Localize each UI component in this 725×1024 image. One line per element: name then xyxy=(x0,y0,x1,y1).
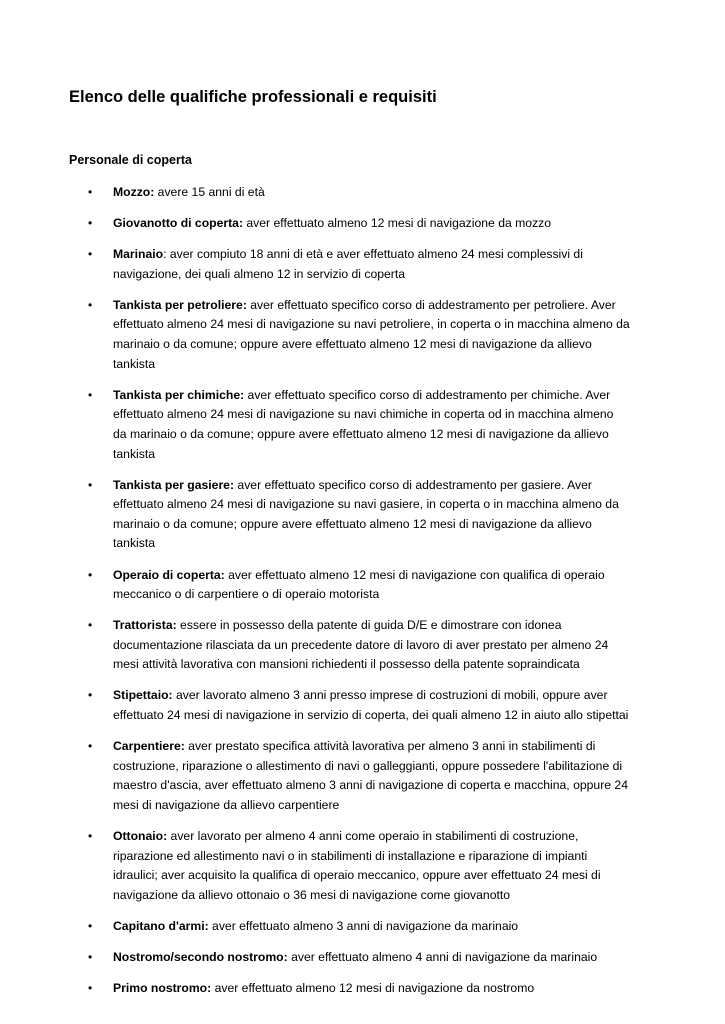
qualification-name: Giovanotto di coperta: xyxy=(113,216,244,231)
qualification-requirement: aver effettuato specifico corso di addestramento per chimiche. Aver effettuato almeno 24 mesi di navigazione su navi chimiche in coperta od in macchina almeno da marinaio o da comune; oppure avere effettuato almeno 12 mesi di navigazione da allievo tankista xyxy=(113,387,614,461)
list-item xyxy=(0,566,725,605)
qualification-name: Trattorista: xyxy=(113,618,177,633)
bullet-icon: • xyxy=(88,216,93,231)
qualification-requirement: aver effettuato almeno 12 mesi di navigazione con qualifica di operaio meccanico o di carpentiere o di operaio motorista xyxy=(113,567,605,602)
list-item xyxy=(0,948,725,968)
qualification-requirement: : aver compiuto 18 anni di età e aver effettuato almeno 24 mesi complessivi di navigazione, dei quali almeno 12 in servizio di coperta xyxy=(113,247,583,281)
bullet-icon: • xyxy=(88,739,93,754)
qualification-name: Marinaio xyxy=(113,247,164,262)
qualification-name: Ottonaio: xyxy=(113,829,168,844)
bullet-icon: • xyxy=(88,185,93,199)
bullet-icon: • xyxy=(88,950,93,964)
qualification-requirement: avere 15 anni di età xyxy=(154,185,265,199)
qualification-name: Carpentiere: xyxy=(113,739,185,754)
list-item xyxy=(0,686,725,725)
qualification-requirement: aver effettuato almeno 3 anni di navigazione da marinaio xyxy=(208,918,519,933)
list-item xyxy=(0,245,725,284)
list-item xyxy=(0,183,725,203)
bullet-icon: • xyxy=(88,477,93,492)
qualification-name: Operaio di coperta: xyxy=(113,567,225,582)
qualification-name: Tankista per petroliere: xyxy=(113,297,247,312)
qualification-requirement: aver prestato specifica attività lavorativa per almeno 3 anni in stabilimenti di costruzione, riparazione o allestimento di navi o galleggianti, oppure possedere l'abilitazione di maestro d'ascia, aver effettuato almeno 3 anni di navigazione di coperta e macchina, oppure 24 mesi di navigazione da allievo carpentiere xyxy=(113,739,628,812)
list-item xyxy=(0,476,725,554)
list-item xyxy=(0,214,725,234)
bullet-icon: • xyxy=(88,829,93,844)
list-item xyxy=(0,296,725,374)
document-title: Elenco delle qualifiche professionali e requisiti xyxy=(69,88,437,106)
qualification-requirement: aver effettuato almeno 12 mesi di navigazione da mozzo xyxy=(243,216,552,231)
bullet-icon: • xyxy=(88,567,93,582)
list-item xyxy=(0,979,725,999)
list-item xyxy=(0,827,725,905)
qualification-name: Tankista per chimiche: xyxy=(113,387,245,402)
list-item xyxy=(0,917,725,937)
bullet-icon: • xyxy=(88,981,93,996)
bullet-icon: • xyxy=(88,387,93,402)
bullet-icon: • xyxy=(88,618,93,633)
bullet-icon: • xyxy=(88,688,93,703)
section-heading: Personale di coperta xyxy=(69,153,192,167)
bullet-icon: • xyxy=(88,297,93,312)
bullet-icon: • xyxy=(88,247,93,262)
list-item xyxy=(0,386,725,464)
qualification-name: Nostromo/secondo nostromo: xyxy=(113,950,288,964)
qualification-requirement: aver lavorato almeno 3 anni presso imprese di costruzioni di mobili, oppure aver effettuato 24 mesi di navigazione in servizio di coperta, dei quali almeno 12 in aiuto allo stipettai xyxy=(113,688,629,723)
qualification-requirement: aver effettuato specifico corso di addestramento per gasiere. Aver effettuato almeno 24 mesi di navigazione su navi gasiere, in coperta o in macchina almeno da marinaio o da comune; oppure avere effettuato almeno 12 mesi di navigazione da allievo tankista xyxy=(113,477,619,551)
qualification-list xyxy=(0,183,725,1010)
qualification-name: Primo nostromo: xyxy=(113,981,212,996)
qualification-name: Mozzo: xyxy=(113,185,155,199)
qualification-requirement: aver lavorato per almeno 4 anni come operaio in stabilimenti di costruzione, riparazione ed allestimento navi o in stabilimenti di installazione e riparazione di impianti idraulici; aver acquisito la qualifica di operaio meccanico, oppure aver effettuato 24 mesi di navigazione da allievo ottonaio o 36 mesi di navigazione come giovanotto xyxy=(113,829,601,902)
qualification-requirement: aver effettuato almeno 12 mesi di navigazione da nostromo xyxy=(211,981,535,996)
list-item xyxy=(0,616,725,675)
qualification-requirement: aver effettuato specifico corso di addestramento per petroliere. Aver effettuato almeno 24 mesi di navigazione su navi petroliere, in coperta o in macchina almeno da marinaio o da comune; oppure avere effettuato almeno 12 mesi di navigazione da allievo tankista xyxy=(113,297,630,371)
qualification-name: Capitano d'armi: xyxy=(113,918,209,933)
bullet-icon: • xyxy=(88,918,93,933)
qualification-requirement: aver effettuato almeno 4 anni di navigazione da marinaio xyxy=(287,950,598,964)
qualification-name: Tankista per gasiere: xyxy=(113,477,235,492)
qualification-name: Stipettaio: xyxy=(113,688,173,703)
qualification-requirement: essere in possesso della patente di guida D/E e dimostrare con idonea documentazione rilasciata da un precedente datore di lavoro di aver prestato per almeno 24 mesi attività lavorativa con mansioni richiedenti il possesso della patente sopraindicata xyxy=(113,618,609,672)
list-item xyxy=(0,737,725,815)
